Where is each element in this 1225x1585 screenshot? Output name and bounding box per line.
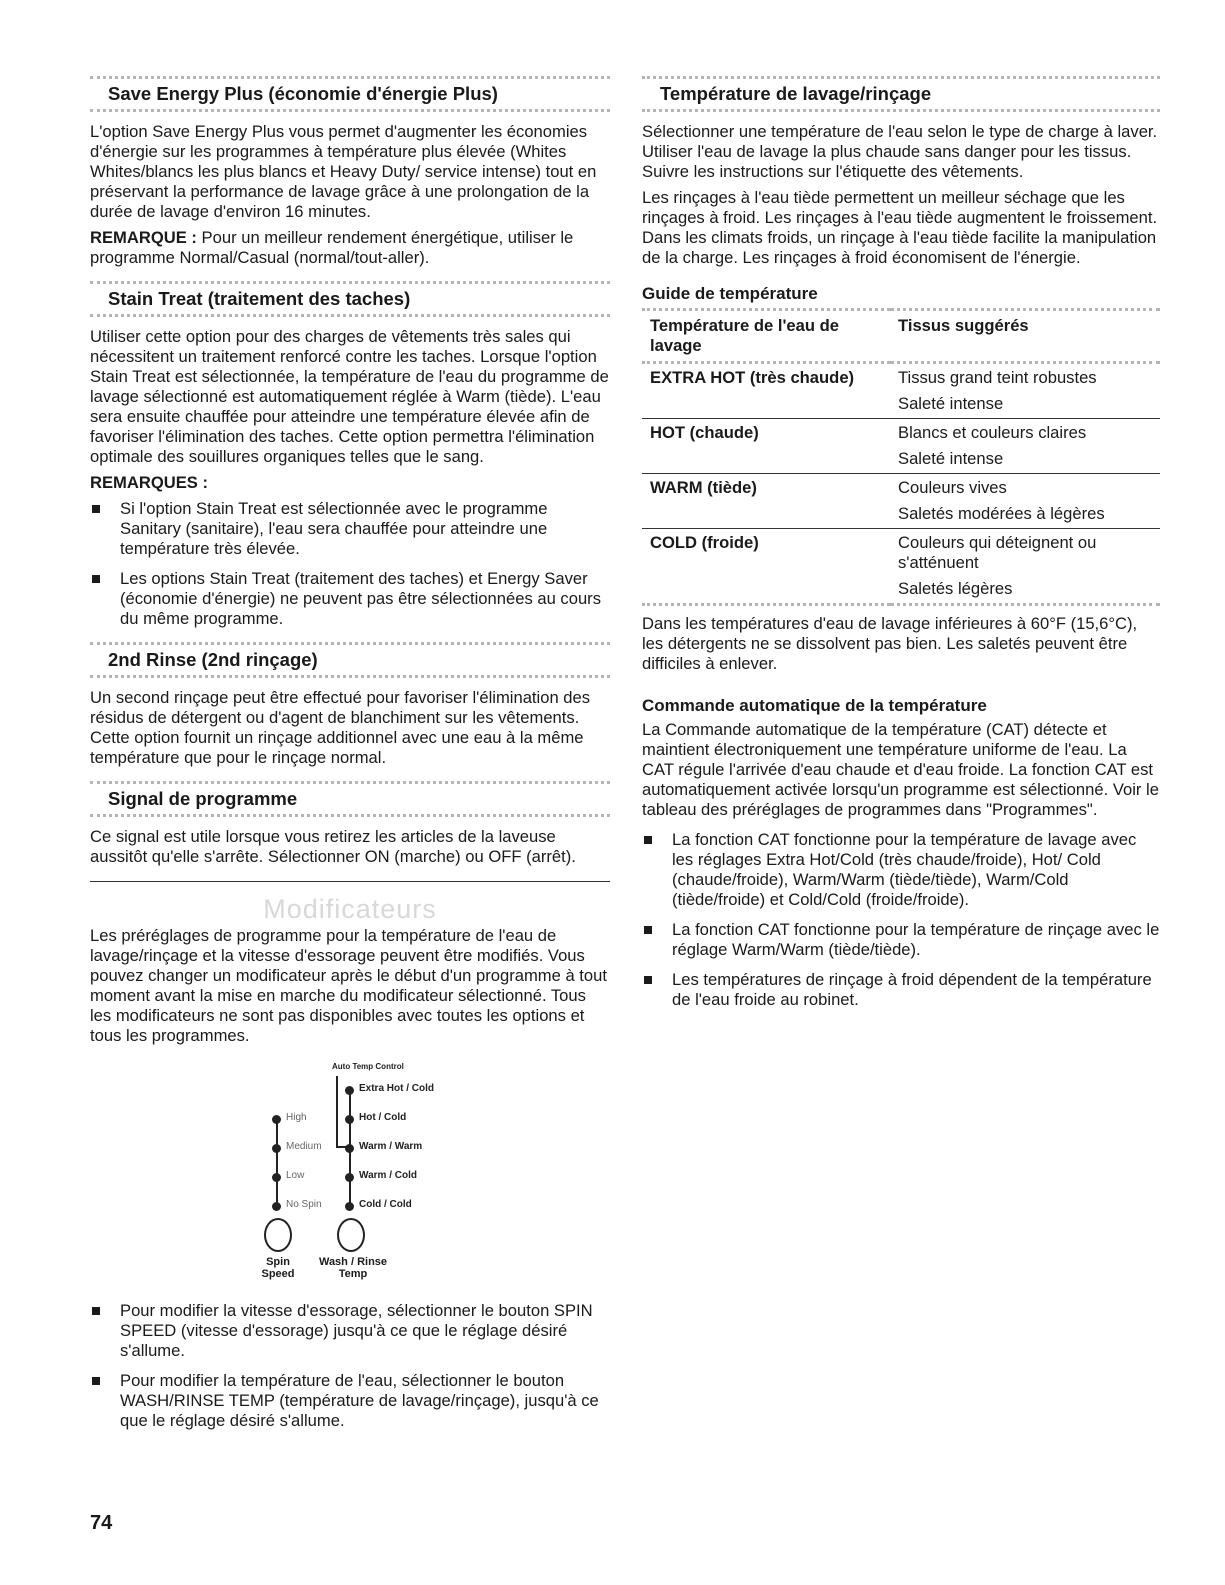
temp-guide-table [642,308,1160,606]
wash-temp-cell: COLD (froide) [642,529,890,605]
wash-temp-cell: WARM (tiède) [642,474,890,529]
wash-temp-paragraph-1: Sélectionner une température de l'eau selon le type de charge à laver. Utiliser l'eau de lavage la plus chaude sans danger pour les tissus. Suivre les instructions sur l'étiquette des vêtements. [642,122,1158,181]
control-panel-illustration [90,1062,610,1287]
temp-guide-heading: Guide de température [642,284,818,303]
wash-temp-cell: EXTRA HOT (très chaude) [642,363,890,419]
spin-option-medium: Medium [286,1141,322,1152]
stain-treat-notes [90,499,610,629]
list-item: Pour modifier la vitesse d'essorage, sélectionner le bouton SPIN SPEED (vitesse d'essorage) jusqu'à ce que le réglage désiré s'allume. [90,1301,610,1361]
led-indicator [345,1173,354,1182]
table-row [642,474,1160,529]
fabric-line: Saleté intense [898,394,1004,413]
second-rinse-body: Un second rinçage peut être effectué pour favoriser l'élimination des résidus de détergent ou d'agent de blanchiment sur les vêtements. Cette option fournit un rinçage additionnel avec une eau à la même température que pour le rinçage normal. [90,688,591,767]
led-indicator [272,1115,281,1124]
left-column [90,70,610,1441]
spin-option-low: Low [286,1170,305,1181]
led-indicator [345,1144,354,1153]
temp-option-hot-cold: Hot / Cold [359,1112,407,1123]
modifiers-instructions [90,1301,610,1431]
wash-temp-cell: HOT (chaude) [642,419,890,474]
auto-temp-bracket [336,1076,338,1148]
wash-temp-section [642,76,1160,268]
wash-rinse-temp-knob[interactable] [337,1218,365,1252]
temp-guide-note: Dans les températures d'eau de lavage inférieures à 60°F (15,6°C), les détergents ne se dissolvent pas bien. Les saletés peuvent être difficiles à enlever. [642,614,1138,673]
temp-option-cold-cold: Cold / Cold [359,1199,412,1210]
save-energy-body: L'option Save Energy Plus vous permet d'augmenter les économies d'énergie sur les programmes à température plus élevée (Whites Whites/blancs les plus blancs et Heavy Duty/ service intense) tout en préservant la performance de lavage grâce à une prolongation de la durée de lavage d'environ 16 minutes. [90,122,597,221]
note-text: Pour un meilleur rendement énergétique, utiliser le programme Normal/Casual (normal/tout-aller). [90,228,574,267]
spin-speed-label-line2: Speed [261,1268,295,1280]
column-header-wash-temp: Température de l'eau de lavage [642,310,890,363]
fabric-line: Saletés modérées à légères [898,504,1105,523]
cat-bullets [642,830,1160,1010]
save-energy-heading: Save Energy Plus (économie d'énergie Plus) [90,76,610,112]
fabric-line: Saletés légères [898,579,1013,598]
fabrics-cell [890,529,1160,605]
fabric-line: Couleurs vives [898,478,1007,497]
temp-option-extra-hot-cold: Extra Hot / Cold [359,1083,435,1094]
temp-option-warm-cold: Warm / Cold [359,1170,417,1181]
wash-rinse-temp-label [318,1256,388,1280]
table-header-row [642,310,1160,363]
modifiers-body: Les préréglages de programme pour la température de l'eau de lavage/rinçage et la vitesse d'essorage peuvent être modifiés. Vous pouvez changer un modificateur après le début d'un programme à tout moment avant la mise en marche du modificateur sélectionné. Tous les modificateurs ne sont pas disponibles avec toutes les options et tous les programmes. [90,926,607,1045]
second-rinse-heading: 2nd Rinse (2nd rinçage) [90,642,610,678]
temp-guide-section [642,284,1160,674]
spin-option-high: High [286,1112,307,1123]
fabric-line: Blancs et couleurs claires [898,423,1087,442]
fabrics-cell [890,363,1160,419]
cat-heading: Commande automatique de la température [642,696,987,715]
fabric-line: Tissus grand teint robustes [898,368,1097,387]
spin-speed-knob[interactable] [264,1218,292,1252]
list-item: La fonction CAT fonctionne pour la température de rinçage avec le réglage Warm/Warm (tiède/tiède). [642,920,1160,960]
list-item: Si l'option Stain Treat est sélectionnée avec le programme Sanitary (sanitaire), l'eau sera chauffée pour atteindre une température très élevée. [90,499,610,559]
modifiers-section [90,881,610,1431]
temp-option-warm-warm: Warm / Warm [359,1141,423,1152]
wash-rinse-temp-label-line1: Wash / Rinse [318,1256,388,1268]
modifiers-heading: Modificateurs [90,881,610,926]
table-row [642,363,1160,419]
wash-temp-paragraph-2: Les rinçages à l'eau tiède permettent un meilleur séchage que les rinçages à froid. Les rinçages à l'eau tiède augmentent le froissement. Dans les climats froids, un rinçage à l'eau tiède facilite la manipulation de la charge. Les rinçages à froid économisent de l'énergie. [642,188,1158,267]
fabric-line: Saleté intense [898,449,1004,468]
right-column [642,70,1160,1020]
stain-treat-heading: Stain Treat (traitement des taches) [90,281,610,317]
wash-rinse-temp-label-line2: Temp [338,1268,368,1280]
led-indicator [345,1202,354,1211]
cat-section [642,696,1160,1010]
cycle-signal-section [90,781,610,867]
led-indicator [272,1202,281,1211]
spin-speed-label-line1: Spin [266,1256,290,1268]
table-row [642,419,1160,474]
list-item: Les options Stain Treat (traitement des taches) et Energy Saver (économie d'énergie) ne peuvent pas être sélectionnées au cours du même programme. [90,569,610,629]
spin-option-no-spin: No Spin [286,1199,322,1210]
fabrics-cell [890,419,1160,474]
cycle-signal-heading: Signal de programme [90,781,610,817]
column-header-fabrics: Tissus suggérés [890,310,1160,363]
save-energy-note [90,228,610,268]
spin-connector-line [276,1120,278,1204]
cat-body: La Commande automatique de la température (CAT) détecte et maintient électroniquement une température uniforme de l'eau. La CAT régule l'arrivée d'eau chaude et d'eau froide. La fonction CAT est automatiquement activée lorsqu'un programme est sélectionné. Voir le tableau des préréglages de programmes dans "Programmes". [642,720,1159,819]
fabric-line: Couleurs qui déteignent ou s'atténuent [898,533,1097,572]
list-item: La fonction CAT fonctionne pour la température de lavage avec les réglages Extra Hot/Cold (très chaude/froide), Hot/ Cold (chaude/froide), Warm/Warm (tiède/tiède), Warm/Cold (tiède/froide) et Cold/Cold (froide/froide). [642,830,1160,910]
stain-treat-body: Utiliser cette option pour des charges de vêtements très sales qui nécessitent un traitement renforcé contre les taches. Lorsque l'option Stain Treat est sélectionnée, la température de l'eau du programme de lavage sélectionné est automatiquement réglée à Warm (tiède). L'eau sera ensuite chauffée pour atteindre une température élevée afin de favoriser l'élimination des taches. Cette option permettra l'élimination optimale des souillures organiques telles que le sang. [90,327,609,466]
note-label: REMARQUE : [90,228,197,247]
wash-temp-heading: Température de lavage/rinçage [642,76,1160,112]
led-indicator [345,1115,354,1124]
led-indicator [272,1144,281,1153]
list-item: Pour modifier la température de l'eau, sélectionner le bouton WASH/RINSE TEMP (température de lavage/rinçage), jusqu'à ce que le réglage désiré s'allume. [90,1371,610,1431]
save-energy-section [90,76,610,268]
list-item: Les températures de rinçage à froid dépendent de la température de l'eau froide au robinet. [642,970,1160,1010]
stain-treat-notes-label: REMARQUES : [90,473,209,492]
fabrics-cell [890,474,1160,529]
second-rinse-section [90,642,610,768]
spin-speed-label [250,1256,306,1280]
table-row [642,529,1160,605]
stain-treat-section [90,281,610,629]
page-number: 74 [90,1512,113,1534]
auto-temp-control-label: Auto Temp Control [332,1062,404,1071]
led-indicator [272,1173,281,1182]
cycle-signal-body: Ce signal est utile lorsque vous retirez les articles de la laveuse aussitôt qu'elle s'arrête. Sélectionner ON (marche) ou OFF (arrêt). [90,827,576,866]
led-indicator [345,1086,354,1095]
